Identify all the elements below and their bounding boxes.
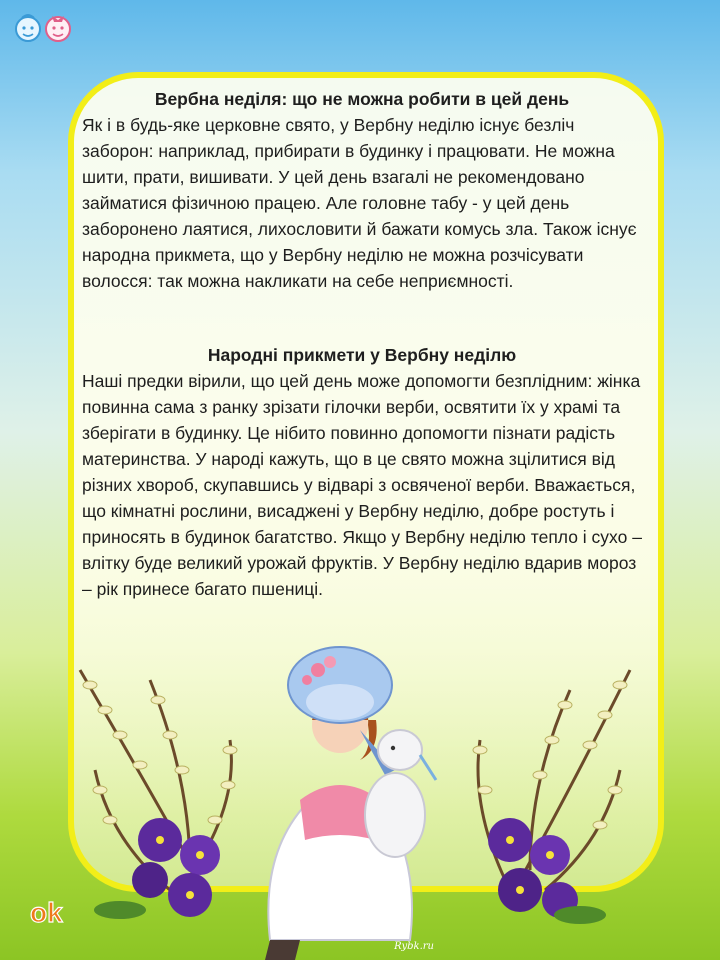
girl-with-lamb-illustration [0,640,720,960]
section-paragraph: Наші предки вірили, що цей день може допомогти безплідним: жінка повинна сама з ранку зрізати гілочки верби, освятити їх у храмі та зберігати в будинку. Це нібито повинно допомогти пізнати радість материнства. У народі кажуть, що в це свято можна зцілитися від різних хвороб, скупавшись у відварі з освяченої верби. Вважається, що кімнатні рослини, висаджені у Вербну неділю, добре ростуть і приносять в будинок багатство. Якщо у Вербну неділю тепло і сухо – влітку буде великий урожай фруктів. У Вербну неділю вдарив мороз – рік принесе багато пшениці. [82,371,642,599]
violets-right-icon [488,818,606,924]
ok-logo-icon [28,894,76,930]
section-title: Народні прикмети у Вербну неділю [207,345,517,365]
babies-logo-icon [8,10,78,44]
section-forbidden [82,86,642,294]
section-title: Вербна неділя: що не можна робити в цей день [154,89,570,109]
ok-logo-text: ok [30,897,63,928]
violets-left-icon [94,818,220,919]
watermark: Rybk.ru [394,941,434,952]
section-folk-signs [82,342,642,602]
section-paragraph: Як і в будь-яке церковне свято, у Вербну неділю існує безліч заборон: наприклад, прибирати в будинку і працювати. Не можна шити, прати, вишивати. У цей день взагалі не рекомендовано займатися фізичною працею. Але головне табу - у цей день заборонено лаятися, лихословити й бажати комусь зла. Також існує народна прикмета, що у Вербну неділю не можна розчісувати волосся: так можна накликати на себе неприємності. [82,115,637,291]
